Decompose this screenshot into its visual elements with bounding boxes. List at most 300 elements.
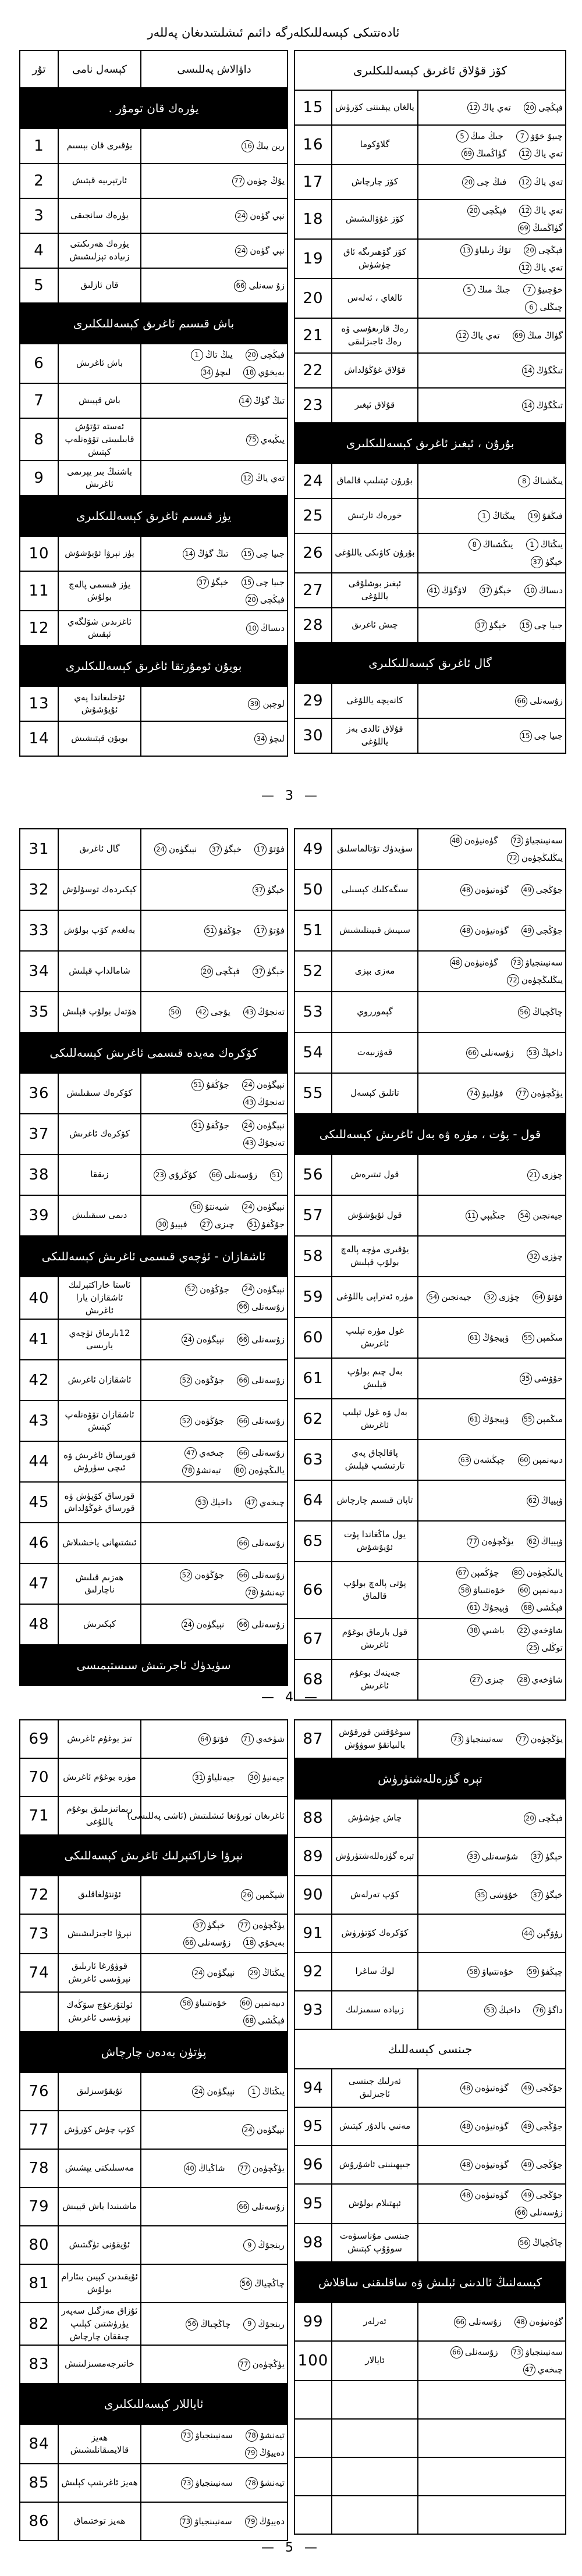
point-entry bbox=[239, 1730, 285, 1748]
point-entry bbox=[513, 2204, 563, 2221]
point-entry bbox=[179, 1616, 224, 1633]
table-row bbox=[20, 1876, 288, 1914]
row-number: 87 bbox=[294, 1720, 332, 1758]
point-name: جۇڭۋەن bbox=[194, 1570, 225, 1581]
table-row bbox=[20, 2424, 288, 2464]
table-row bbox=[20, 198, 288, 233]
point-name: نېيگۈەن bbox=[256, 1079, 285, 1090]
point-name: نېي گۈەن bbox=[250, 211, 285, 221]
point-name: يۈڭچۈەن bbox=[252, 1920, 285, 1930]
table-row bbox=[294, 608, 566, 643]
treatment-points bbox=[141, 1155, 288, 1195]
point-entry bbox=[466, 1410, 509, 1428]
treatment-points bbox=[418, 1953, 566, 1991]
disease-name: كېكىردەك توسۇلۇش bbox=[58, 870, 141, 910]
page-4-tables bbox=[0, 828, 582, 1701]
point-name: دەييۇڭ bbox=[259, 2516, 285, 2527]
point-name: سەنيىنجياۋ bbox=[525, 957, 563, 968]
point-entry bbox=[516, 2234, 563, 2251]
disease-name: شامالداپ قېلىش bbox=[58, 951, 141, 992]
circled-point-number: 37 bbox=[531, 1851, 543, 1863]
point-name: دىساڭ bbox=[538, 585, 563, 596]
circled-point-number: 28 bbox=[517, 1674, 530, 1686]
point-name: يىڭتاڭ bbox=[262, 2086, 285, 2097]
row-number: 65 bbox=[294, 1521, 332, 1562]
table-row bbox=[20, 1401, 288, 1441]
table-row bbox=[294, 829, 566, 870]
point-name: تۇڭ زىلياۋ bbox=[475, 245, 511, 255]
circled-point-number: 24 bbox=[182, 1619, 194, 1631]
point-name: جىيا چى bbox=[255, 577, 285, 588]
point-name: خۇۋشى bbox=[489, 1890, 519, 1900]
circled-point-number: 66 bbox=[237, 1415, 249, 1427]
treatment-points bbox=[141, 383, 288, 418]
treatment-points bbox=[418, 464, 566, 498]
point-name: ۋېيجۇڭ bbox=[482, 1332, 509, 1343]
row-number: 86 bbox=[20, 2502, 58, 2541]
circled-point-number: 48 bbox=[460, 2121, 473, 2133]
point-entry bbox=[519, 1599, 563, 1616]
point-entry bbox=[241, 2012, 285, 2029]
treatment-points bbox=[418, 388, 566, 423]
point-entry bbox=[517, 727, 563, 744]
row-number: 34 bbox=[20, 951, 58, 992]
circled-point-number: 23 bbox=[154, 1169, 166, 1181]
point-name: كۇڭزۇي bbox=[168, 1170, 197, 1180]
treatment-points bbox=[141, 571, 288, 611]
circled-point-number: 26 bbox=[241, 1889, 253, 1901]
disease-name: باشنىڭ بىر يېرىمى ئاغرىش bbox=[58, 461, 141, 496]
circled-point-number: 34 bbox=[254, 733, 267, 745]
table-row bbox=[294, 1277, 566, 1317]
point-entry bbox=[191, 1916, 225, 1934]
point-entry bbox=[235, 1298, 285, 1316]
circled-point-number: 42 bbox=[196, 1006, 208, 1018]
table-row bbox=[20, 2072, 288, 2111]
circled-point-number: 55 bbox=[522, 1332, 534, 1344]
treatment-points bbox=[141, 611, 288, 646]
point-name: جۇڭجى bbox=[535, 2083, 563, 2093]
row-number: 25 bbox=[294, 498, 332, 533]
circled-point-number: 49 bbox=[521, 884, 534, 896]
disease-name: ھەيز توختىماق bbox=[58, 2502, 141, 2541]
table-row bbox=[294, 279, 566, 318]
point-entry bbox=[241, 1934, 285, 1951]
point-entry bbox=[198, 1216, 235, 1233]
point-name: باشىي bbox=[482, 1625, 505, 1636]
row-number: 61 bbox=[294, 1358, 332, 1399]
circled-point-number: 63 bbox=[459, 1454, 471, 1466]
row-number: 58 bbox=[294, 1236, 332, 1277]
table-row bbox=[20, 1441, 288, 1482]
table-row bbox=[294, 2341, 566, 2381]
row-number: 8 bbox=[20, 418, 58, 461]
circled-point-number: 48 bbox=[460, 884, 473, 896]
row-number: 39 bbox=[20, 1195, 58, 1236]
circled-point-number: 34 bbox=[201, 366, 213, 379]
circled-point-number: 39 bbox=[248, 698, 260, 710]
circled-point-number: 49 bbox=[521, 2121, 534, 2133]
treatment-points bbox=[141, 418, 288, 461]
point-entry bbox=[458, 922, 509, 939]
table-row bbox=[294, 1480, 566, 1521]
point-entry bbox=[193, 1494, 232, 1511]
circled-point-number: 73 bbox=[451, 1733, 463, 1745]
disease-name: كۆكرەك كۆتۈرۈش bbox=[332, 1914, 418, 1953]
treatment-points bbox=[141, 233, 288, 268]
disease-name: گلاۋكوما bbox=[332, 125, 418, 165]
disease-name: پۇتى پالەچ بولۇپ قالماق bbox=[332, 1562, 418, 1619]
point-entry bbox=[521, 99, 563, 116]
point-entry bbox=[524, 1639, 563, 1656]
row-number: 67 bbox=[294, 1619, 332, 1659]
point-name: جىيا چى bbox=[534, 620, 563, 630]
circled-point-number: 66 bbox=[183, 1937, 196, 1949]
disease-name: قوۋۇرغا ئارىلىق نېرۋىسى ئاغرىش bbox=[58, 1954, 141, 1992]
table-row bbox=[294, 573, 566, 608]
disease-name: ھەيز ئاغرىتىپ كېلىش bbox=[58, 2464, 141, 2502]
point-name: زۇسەنلى bbox=[197, 1937, 231, 1948]
disease-name: بويۇن قېتىشىش bbox=[58, 721, 141, 756]
point-entry bbox=[246, 2083, 285, 2100]
table-row bbox=[294, 165, 566, 199]
point-name: رېنجۇڭ bbox=[258, 2318, 285, 2329]
point-name: يۇڭ چۈەن bbox=[247, 176, 285, 186]
section-band bbox=[20, 303, 288, 344]
section-band bbox=[294, 2262, 566, 2303]
point-name: چىزى bbox=[214, 1219, 235, 1230]
disease-name: جەينەك بوغۇم ئاغرىش bbox=[332, 1659, 418, 1700]
point-name: گۈاڭ مىڭ bbox=[527, 330, 563, 341]
point-entry bbox=[151, 1166, 197, 1184]
point-entry bbox=[530, 1288, 563, 1306]
point-entry bbox=[523, 298, 563, 316]
disease-name: سىيىش قىيىنلىشىش bbox=[332, 910, 418, 951]
circled-point-number: 49 bbox=[521, 925, 534, 937]
point-entry bbox=[505, 971, 563, 989]
point-name: رېنجۇڭ bbox=[258, 2240, 285, 2250]
point-name: فېڭچى bbox=[538, 1813, 563, 1823]
point-name: چېڭفۇ bbox=[541, 1966, 563, 1977]
point-entry bbox=[448, 2343, 498, 2361]
table-row bbox=[20, 992, 288, 1032]
treatment-points bbox=[141, 2502, 288, 2541]
page-3 bbox=[0, 0, 582, 757]
point-entry bbox=[243, 2513, 285, 2530]
row-number: 7 bbox=[20, 383, 58, 418]
row-number: 85 bbox=[20, 2464, 58, 2502]
section-band-text: كۆز قۇلاق ئاغرىق كېسەللىكلىرى bbox=[294, 51, 566, 90]
empty-row bbox=[294, 2419, 566, 2457]
point-name: بەيخۇي bbox=[258, 1937, 285, 1948]
point-name: جۇڭۋەن bbox=[194, 1375, 225, 1386]
point-name: فىڭفۇ bbox=[542, 511, 563, 521]
section-band-text: جىنسى كېسەللىك bbox=[294, 2029, 566, 2069]
disease-table-left bbox=[19, 1719, 288, 2541]
treatment-points bbox=[141, 1482, 288, 1523]
point-entry bbox=[244, 619, 285, 637]
circled-point-number: 12 bbox=[467, 102, 480, 114]
point-name: نېيگۈەن bbox=[196, 1619, 225, 1630]
point-entry bbox=[465, 202, 506, 219]
point-name: چىخەي bbox=[259, 1497, 285, 1508]
point-name: تەنجۇڭ bbox=[257, 1097, 285, 1107]
treatment-points bbox=[141, 2345, 288, 2383]
section-band bbox=[20, 1236, 288, 1277]
point-entry bbox=[239, 469, 285, 487]
point-entry bbox=[424, 1288, 471, 1306]
page-number-5: — 5 — bbox=[261, 2541, 321, 2555]
point-name: يۈڭچۈەن bbox=[530, 1734, 563, 1744]
point-entry bbox=[452, 2313, 502, 2331]
circled-point-number: 24 bbox=[242, 1079, 254, 1091]
row-number: 29 bbox=[294, 683, 332, 718]
table-row bbox=[294, 1073, 566, 1114]
circled-point-number: 48 bbox=[460, 2082, 473, 2094]
row-number: 57 bbox=[294, 1195, 332, 1236]
point-name: تىڭگۈڭ bbox=[536, 400, 563, 411]
empty-row bbox=[294, 2381, 566, 2419]
disease-name: يۇقىرى مۈچە پالەچ بولۇپ قېلىش bbox=[332, 1236, 418, 1277]
point-name: خېگۈ bbox=[267, 966, 285, 977]
table-row bbox=[20, 1073, 288, 1114]
point-name: يىڭ تاڭ bbox=[205, 350, 233, 360]
point-entry bbox=[154, 1216, 187, 1233]
table-row bbox=[294, 2303, 566, 2341]
point-entry bbox=[179, 2474, 233, 2492]
row-number: 98 bbox=[294, 2224, 332, 2262]
disease-name: ئېھتىلام بولۇش bbox=[332, 2184, 418, 2224]
table-row bbox=[294, 388, 566, 423]
point-entry bbox=[236, 2160, 285, 2177]
disease-name: يۈرەك ھەرىكىتى زىيادە تېزلىشىش bbox=[58, 233, 141, 268]
point-entry bbox=[473, 1886, 518, 1904]
row-number: 70 bbox=[20, 1758, 58, 1797]
circled-point-number: 61 bbox=[468, 1332, 480, 1344]
point-entry bbox=[241, 2315, 285, 2333]
point-entry bbox=[180, 545, 228, 562]
circled-point-number: 52 bbox=[180, 1569, 192, 1581]
circled-point-number: 18 bbox=[243, 1937, 255, 1949]
circled-point-number: 60 bbox=[518, 1584, 530, 1597]
treatment-points bbox=[141, 198, 288, 233]
point-name: تەنجۇڭ bbox=[257, 1138, 285, 1148]
point-entry bbox=[513, 692, 563, 710]
point-entry bbox=[178, 1371, 224, 1389]
table-row bbox=[20, 611, 288, 646]
disease-name: قورساق كۆپۈش ۋە قورساق غوڭۇلداش bbox=[58, 1482, 141, 1523]
point-name: گۈاڭمىڭ bbox=[532, 223, 563, 233]
table-row bbox=[20, 1155, 288, 1195]
point-entry bbox=[252, 840, 285, 858]
circled-point-number: 12 bbox=[456, 330, 469, 342]
row-number: 91 bbox=[294, 1914, 332, 1953]
table-row bbox=[20, 910, 288, 951]
point-entry bbox=[459, 145, 506, 162]
row-number: 5 bbox=[20, 268, 58, 303]
point-name: جۇڭفۇ bbox=[261, 1219, 285, 1230]
disease-name: زىققا bbox=[58, 1155, 141, 1195]
treatment-points bbox=[141, 2264, 288, 2303]
point-entry bbox=[526, 507, 563, 525]
treatment-points bbox=[418, 1876, 566, 1914]
table-row bbox=[20, 1797, 288, 1835]
point-entry bbox=[190, 1769, 235, 1786]
circled-point-number: 58 bbox=[180, 1997, 193, 2010]
treatment-points bbox=[418, 165, 566, 199]
circled-point-number: 56 bbox=[518, 1006, 530, 1018]
circled-point-number: 38 bbox=[467, 1624, 480, 1637]
point-name: يىڭشىاڭ bbox=[533, 476, 563, 486]
row-number: 44 bbox=[20, 1441, 58, 1482]
point-entry bbox=[465, 1848, 519, 1865]
disease-table-right bbox=[294, 50, 566, 754]
page-3-tables bbox=[0, 50, 582, 757]
point-name: شېڭمېن bbox=[255, 1890, 285, 1900]
circled-point-number: 43 bbox=[243, 1006, 255, 1018]
point-entry bbox=[183, 1281, 229, 1298]
table-row bbox=[20, 418, 288, 461]
point-name: تەي ياڭ bbox=[534, 205, 563, 216]
point-name: خۇچىيۇ bbox=[537, 284, 563, 295]
table-row bbox=[294, 125, 566, 165]
point-entry bbox=[196, 1730, 229, 1748]
circled-point-number: 53 bbox=[196, 1497, 208, 1509]
circled-point-number: 78 bbox=[246, 2477, 258, 2489]
point-name: فۇلىيۇ bbox=[482, 1088, 503, 1099]
point-name: شۇسەنلى bbox=[481, 1851, 519, 1862]
point-name: چىيۇ خۇۋ bbox=[530, 131, 563, 141]
disease-name: گال ئاغرىق bbox=[58, 829, 141, 870]
point-name: خېگۈ bbox=[224, 844, 242, 854]
circled-point-number: 20 bbox=[246, 594, 258, 606]
circled-point-number: 68 bbox=[521, 1602, 534, 1614]
point-entry bbox=[516, 219, 563, 237]
point-name: گۈەنيۈەن bbox=[464, 957, 498, 968]
circled-point-number: 73 bbox=[511, 957, 523, 969]
circled-point-number: 69 bbox=[518, 222, 530, 234]
circled-point-number: 37 bbox=[253, 884, 265, 896]
point-entry bbox=[232, 277, 285, 294]
disease-name bbox=[332, 2381, 418, 2419]
treatment-points bbox=[418, 992, 566, 1032]
row-number bbox=[20, 1992, 58, 2032]
point-name: جۇڭجى bbox=[535, 2190, 563, 2200]
disease-table-left bbox=[19, 50, 288, 757]
circled-point-number: 79 bbox=[245, 2447, 257, 2459]
point-name: يالىڭچۈەن bbox=[526, 1567, 563, 1578]
table-row bbox=[20, 1360, 288, 1401]
point-name: چاڭچياڭ bbox=[532, 2237, 563, 2248]
point-entry bbox=[521, 2361, 563, 2378]
circled-point-number: 75 bbox=[246, 434, 258, 446]
point-entry bbox=[243, 591, 285, 608]
point-name: توڭلى bbox=[541, 1642, 563, 1653]
circled-point-number: 73 bbox=[180, 2516, 192, 2528]
disease-name bbox=[332, 2496, 418, 2534]
point-entry bbox=[250, 881, 285, 899]
row-number: 78 bbox=[20, 2149, 58, 2187]
row-number: 76 bbox=[20, 2072, 58, 2111]
page-5 bbox=[0, 1719, 582, 2541]
table-row bbox=[20, 2464, 288, 2502]
circled-point-number: 33 bbox=[467, 1851, 480, 1863]
point-entry bbox=[240, 1117, 285, 1134]
circled-point-number: 76 bbox=[533, 2004, 545, 2016]
treatment-points bbox=[418, 2496, 566, 2534]
circled-point-number: 66 bbox=[237, 1334, 249, 1346]
circled-point-number: 1 bbox=[191, 349, 203, 361]
disease-name: كۆز غۇۋالىشىش bbox=[332, 199, 418, 239]
disease-name: پاقالچاق پەي تارتىشىپ قېلىش bbox=[332, 1440, 418, 1480]
point-name: خۇەنتىياۋ bbox=[195, 1998, 227, 2008]
point-name: رۇۋگېن bbox=[537, 1928, 563, 1939]
point-name: فۇتۇ bbox=[547, 1292, 563, 1302]
circled-point-number: 15 bbox=[520, 730, 532, 742]
point-entry bbox=[235, 1534, 285, 1552]
circled-point-number: 43 bbox=[243, 1096, 255, 1109]
row-number: 47 bbox=[20, 1563, 58, 1604]
point-name: نېيگۈەن bbox=[256, 1202, 285, 1212]
disease-name: بەل چىم بولۇپ قېلىش bbox=[332, 1358, 418, 1399]
point-name: بەيخۇي bbox=[258, 367, 285, 377]
point-name: دىيەنمېن bbox=[532, 1585, 563, 1595]
circled-point-number: 51 bbox=[270, 1169, 282, 1181]
table-row bbox=[294, 870, 566, 910]
table-row bbox=[294, 1619, 566, 1659]
treatment-points bbox=[418, 1562, 566, 1619]
circled-point-number: 64 bbox=[533, 1291, 545, 1303]
treatment-points bbox=[418, 1073, 566, 1114]
point-entry bbox=[239, 1886, 285, 1904]
disease-name: يۈرەك سانجىقى bbox=[58, 198, 141, 233]
point-entry bbox=[235, 2198, 285, 2215]
disease-name: مەسىلىكنى يېشىش bbox=[58, 2149, 141, 2187]
circled-point-number: 61 bbox=[467, 1602, 480, 1614]
circled-point-number: 15 bbox=[520, 619, 532, 632]
treatment-points bbox=[141, 1277, 288, 1319]
disease-name: قول بارماق بوغۇم ئاغرىش bbox=[332, 1619, 418, 1659]
disease-name: قۇلاق ئېغىر bbox=[332, 388, 418, 423]
circled-point-number: 48 bbox=[460, 2189, 473, 2201]
point-name: داخېڭ bbox=[210, 1497, 232, 1508]
point-entry bbox=[178, 1994, 226, 2012]
point-entry bbox=[517, 617, 563, 634]
point-entry bbox=[239, 573, 285, 591]
treatment-points bbox=[127, 1797, 288, 1835]
table-row bbox=[294, 1720, 566, 1758]
point-name: رېن يىڭ bbox=[256, 141, 285, 151]
circled-point-number: 72 bbox=[507, 852, 519, 864]
treatment-points bbox=[141, 2303, 288, 2345]
table-row bbox=[20, 2502, 288, 2541]
point-entry bbox=[152, 840, 197, 858]
point-entry bbox=[235, 1566, 285, 1584]
circled-point-number: 24 bbox=[192, 1967, 204, 1979]
disease-table-right bbox=[294, 1719, 566, 2535]
point-name: تەي ياڭ bbox=[482, 102, 511, 113]
disease-name: مەنىي بالدۇر كېتىش bbox=[332, 2107, 418, 2146]
row-number: 72 bbox=[20, 1876, 58, 1914]
point-name: لىچۈ bbox=[215, 367, 231, 377]
treatment-points bbox=[418, 199, 566, 239]
disease-name: ئولتۇرغۇچ سۆڭەك نېرۋىسى ئاغرىش bbox=[58, 1992, 141, 2032]
row-number: 89 bbox=[294, 1837, 332, 1876]
point-entry bbox=[519, 2156, 563, 2174]
section-header bbox=[294, 2029, 566, 2069]
point-name: گۈەنيۈەن bbox=[474, 925, 509, 936]
point-name: زۇسەنلى bbox=[251, 1334, 285, 1345]
